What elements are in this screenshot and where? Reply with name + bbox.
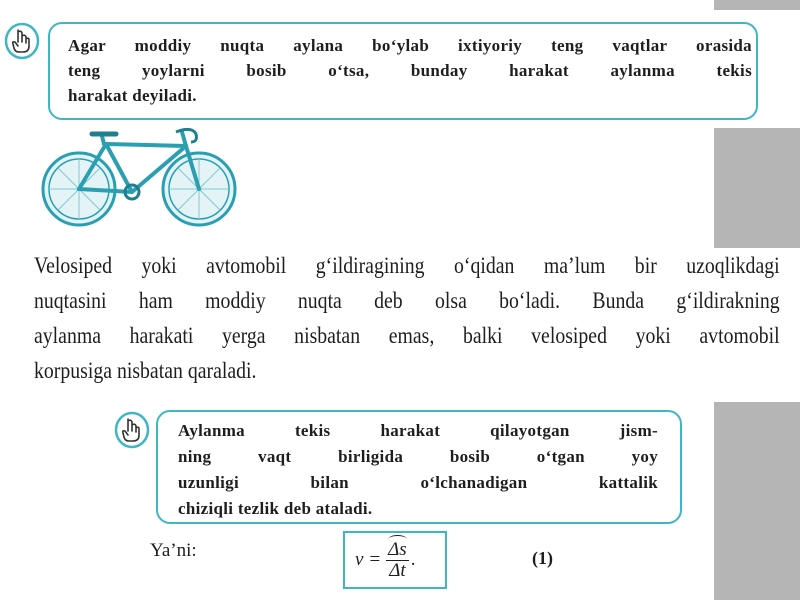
text-line: aylanma harakati yerga nisbatan emas, balki velosiped yoki avtomobil bbox=[34, 323, 780, 348]
bicycle-illustration bbox=[36, 124, 246, 239]
text-line: nuqtasini ham moddiy nuqta deb olsa bo‘ladi. Bunda g‘ildirakning bbox=[34, 288, 780, 313]
page-edge-top bbox=[714, 0, 800, 10]
formula-lhs: v bbox=[355, 549, 364, 570]
formula-period: . bbox=[410, 549, 416, 570]
formula-equals: = bbox=[369, 549, 381, 570]
formula-intro: Ya’ni: bbox=[150, 540, 197, 561]
formula-numerator: Δs bbox=[386, 540, 409, 561]
body-paragraph bbox=[34, 248, 780, 388]
text-line: Agar moddiy nuqta aylana bo‘ylab ixtiyoriy teng vaqtlar orasida bbox=[68, 36, 752, 55]
text-line: teng yoylarni bosib o‘tsa, bunday harakat aylanma tekis bbox=[68, 61, 752, 80]
pointing-hand-icon bbox=[4, 22, 40, 65]
text-line: ning vaqt birligida bosib o‘tgan yoy bbox=[178, 447, 658, 466]
equation-number: (1) bbox=[532, 548, 553, 568]
text-line: chiziqli tezlik deb ataladi. bbox=[178, 499, 373, 518]
text-line: Aylanma tekis harakat qilayotgan jism- bbox=[178, 421, 658, 440]
overarc-icon bbox=[388, 535, 407, 544]
formula-denominator: Δt bbox=[389, 559, 406, 581]
definition-text-2 bbox=[178, 418, 658, 522]
formula bbox=[355, 538, 415, 582]
formula-fraction bbox=[386, 540, 409, 581]
text-line: Velosiped yoki avtomobil g‘ildiragining o‘qidan ma’lum bir uzoqlikdagi bbox=[34, 253, 780, 278]
text-line: harakat deyiladi. bbox=[68, 86, 197, 105]
definition-text-1 bbox=[68, 33, 752, 108]
page-edge-middle bbox=[714, 128, 800, 248]
page-edge-bottom bbox=[714, 402, 800, 600]
text-line: korpusiga nisbatan qaraladi. bbox=[34, 358, 257, 383]
pointing-hand-icon bbox=[114, 411, 150, 454]
text-line: uzunligi bilan o‘lchanadigan kattalik bbox=[178, 473, 658, 492]
